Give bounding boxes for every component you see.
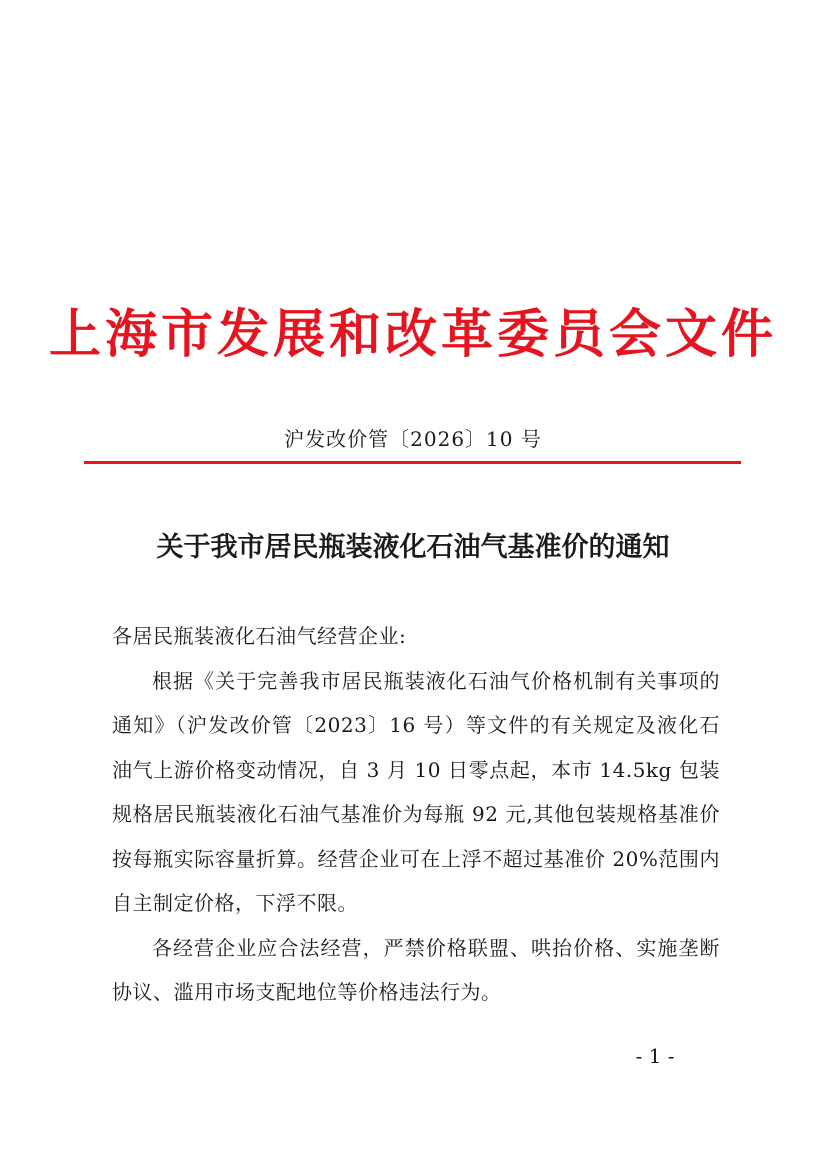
document-title: 关于我市居民瓶装液化石油气基准价的通知 bbox=[156, 532, 670, 563]
issuer-heading: 上海市发展和改革委员会文件 bbox=[48, 304, 777, 365]
body-paragraph-2: 各经营企业应合法经营，严禁价格联盟、哄抬价格、实施垄断协议、滥用市场支配地位等价格违法行为。 bbox=[112, 935, 720, 1004]
salutation: 各居民瓶装液化石油气经营企业: bbox=[112, 624, 407, 648]
document-body bbox=[112, 614, 720, 1015]
body-paragraph-1: 根据《关于完善我市居民瓶装液化石油气价格机制有关事项的通知》（沪发改价管〔2023〕16 号）等文件的有关规定及液化石油气上游价格变动情况，自 3 月 10 日零点起，本市 14.5kg 包装规格居民瓶装液化石油气基准价为每瓶 92 元,其他包装规格基准价按每瓶实际容量折算。经营企业可在上浮不超过基准价 20%范围内自主制定价格，下浮不限。 bbox=[112, 668, 720, 915]
page-number: - 1 - bbox=[635, 1044, 675, 1068]
document-number: 沪发改价管〔2026〕10 号 bbox=[284, 427, 542, 451]
red-divider-line bbox=[84, 461, 741, 464]
